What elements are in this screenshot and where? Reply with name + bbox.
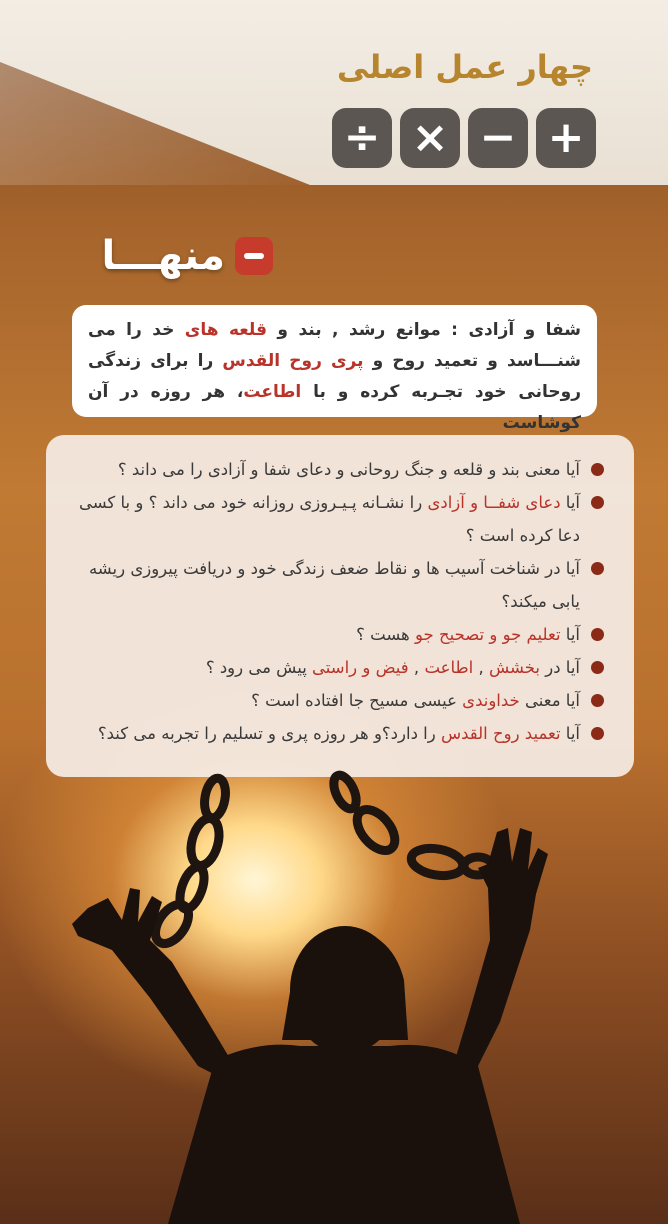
question-text: هست ؟: [356, 625, 415, 644]
question-highlight: دعای شفــا و آزادی: [427, 493, 561, 512]
question-highlight: تعلیم جو و تصحیح جو: [414, 625, 561, 644]
question-item: [72, 552, 604, 618]
chain-left: [149, 777, 229, 950]
question-item: [72, 651, 604, 684]
questions-list: [72, 453, 604, 750]
bullet-icon: [591, 628, 604, 641]
question-text: پیش می رود ؟: [205, 658, 313, 677]
question-text: آیا: [560, 493, 580, 512]
section-title: منهـــا: [101, 233, 225, 279]
plus-icon: +: [536, 108, 596, 168]
bullet-icon: [591, 463, 604, 476]
section-heading: [101, 233, 273, 279]
bullet-icon: [591, 562, 604, 575]
minus-icon: −: [468, 108, 528, 168]
question-text: ,: [408, 658, 425, 677]
question-item: [72, 453, 604, 486]
intro-text: را برای زندگی روحانی خود تجـربه کرده و با: [88, 351, 581, 402]
intro-highlight: پری روح القدس: [222, 351, 364, 371]
operators-row: [332, 108, 596, 168]
bullet-icon: [591, 727, 604, 740]
divide-icon: ÷: [332, 108, 392, 168]
question-text: را دارد؟و هر روزه پری و تسلیم را تجربه می کند؟: [97, 724, 441, 743]
intro-highlight: قلعه های: [184, 320, 267, 340]
question-item: [72, 684, 604, 717]
questions-card: [46, 435, 634, 777]
bullet-icon: [591, 661, 604, 674]
question-highlight: فیض و راستی: [312, 658, 409, 677]
question-text: آیا: [560, 724, 580, 743]
question-text: آیا معنی بند و قلعه و جنگ روحانی و دعای شفا و آزادی را می داند ؟: [117, 460, 580, 479]
question-highlight: تعمید روح القدس: [440, 724, 561, 743]
question-text: ,: [473, 658, 489, 677]
question-highlight: اطاعت: [424, 658, 474, 677]
question-highlight: بخشش: [488, 658, 540, 677]
question-item: [72, 618, 604, 651]
question-text: آیا: [560, 625, 580, 644]
chain-right: [329, 772, 492, 879]
person-silhouette: [72, 828, 548, 1224]
page-title: چهار عمل اصلی: [336, 48, 593, 86]
bullet-icon: [591, 694, 604, 707]
intro-text: خد را می شنـــاسد و تعمید روح و: [88, 320, 581, 371]
bullet-icon: [591, 496, 604, 509]
question-item: [72, 486, 604, 552]
question-item: [72, 717, 604, 750]
question-text: را نشـانه پـیـروزی روزانه خود می داند ؟ و با کسی دعا کرده است ؟: [78, 493, 580, 545]
question-text: آیا در شناخت آسیب ها و نقاط ضعف زندگی خود و دریافت پیروزی ریشه یابی میکند؟: [88, 559, 580, 611]
question-highlight: خداوندی: [462, 691, 520, 710]
intro-text: ، هر روزه در آن کوشاست: [88, 382, 581, 433]
intro-text: شفا و آزادی : موانع رشد , بند و: [266, 320, 581, 340]
freedom-silhouette-illustration: [0, 770, 668, 1224]
intro-card: [72, 305, 597, 433]
times-icon: ×: [400, 108, 460, 168]
minus-badge-icon: [235, 237, 273, 275]
intro-highlight: اطاعت: [243, 382, 302, 402]
question-text: عیسی مسیح جا افتاده است ؟: [251, 691, 463, 710]
question-text: آیا معنی: [519, 691, 580, 710]
question-text: آیا در: [539, 658, 580, 677]
